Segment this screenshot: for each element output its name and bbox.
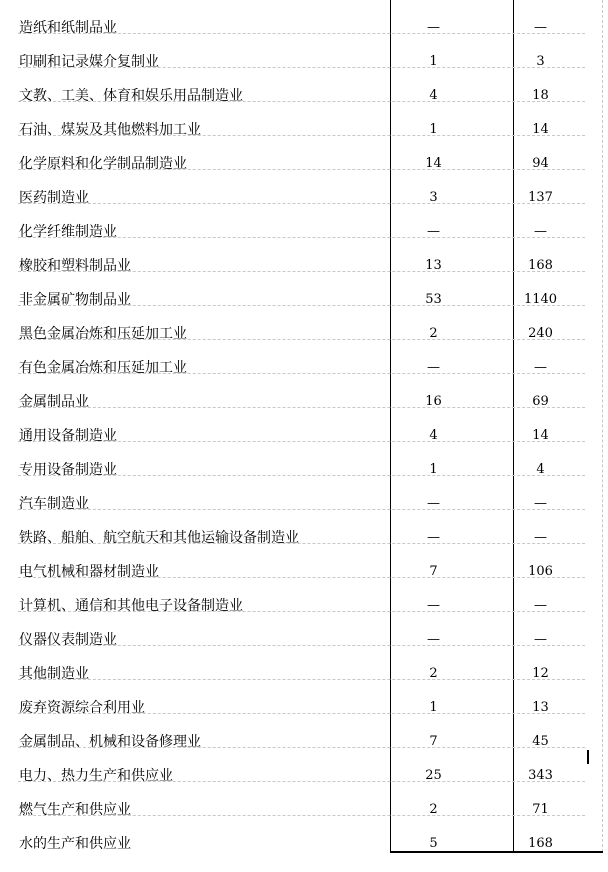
industry-name: 造纸和纸制品业 [19,20,117,36]
table-row [18,510,585,544]
table-row [18,136,585,170]
value-column-2: 343 [528,768,553,783]
value-column-2: 12 [532,666,549,681]
value-column-2: 3 [536,54,545,69]
industry-name: 仪器仪表制造业 [19,632,117,648]
industry-name: 计算机、通信和其他电子设备制造业 [19,598,243,614]
value-column-2: 94 [532,156,549,171]
industry-name: 电气机械和器材制造业 [19,564,159,580]
value-column-1: — [427,598,440,613]
value-column-1: 2 [429,326,438,341]
table-row [18,102,585,136]
industry-name: 印刷和记录媒介复制业 [19,54,159,70]
value-column-1: 1 [429,462,438,477]
value-column-1: — [427,20,440,35]
table-row [18,238,585,272]
industry-name: 其他制造业 [19,666,89,682]
table-row [18,578,585,612]
industry-name: 黑色金属冶炼和压延加工业 [19,326,187,342]
value-column-1: 1 [429,700,438,715]
industry-name: 化学原料和化学制品制造业 [19,156,187,172]
table-row [18,374,585,408]
industry-name: 铁路、船舶、航空航天和其他运输设备制造业 [19,530,299,546]
table-row [18,782,585,816]
value-column-1: 53 [425,292,442,307]
table-row [18,272,585,306]
value-column-2: — [534,496,547,511]
value-column-1: — [427,496,440,511]
value-column-2: — [534,598,547,613]
value-column-2: — [534,530,547,545]
value-column-2: 13 [532,700,549,715]
value-column-1: 16 [425,394,442,409]
industry-name: 橡胶和塑料制品业 [19,258,131,274]
industry-name: 电力、热力生产和供应业 [19,768,173,784]
bottom-rule [390,851,603,853]
industry-name: 金属制品业 [19,394,89,410]
value-column-2: 14 [532,428,549,443]
industry-name: 有色金属冶炼和压延加工业 [19,360,187,376]
table-body [18,0,585,850]
industry-name: 通用设备制造业 [19,428,117,444]
industry-name: 废弃资源综合利用业 [19,700,145,716]
value-column-2: 14 [532,122,549,137]
table-row [18,170,585,204]
value-column-1: 1 [429,122,438,137]
industry-name: 水的生产和供应业 [19,836,131,852]
value-column-2: 18 [532,88,549,103]
table-row [18,442,585,476]
table-row [18,544,585,578]
value-column-1: — [427,632,440,647]
value-column-2: — [534,632,547,647]
table-row [18,714,585,748]
industry-table [18,0,585,850]
value-column-2: 106 [528,564,553,579]
value-column-2: 240 [528,326,553,341]
value-column-2: 69 [532,394,549,409]
value-column-2: 45 [532,734,549,749]
industry-name: 非金属矿物制品业 [19,292,131,308]
value-column-1: 7 [429,734,438,749]
value-column-1: 1 [429,54,438,69]
value-column-2: 1140 [523,292,558,307]
table-row [18,340,585,374]
value-column-1: 3 [429,190,438,205]
industry-name: 化学纤维制造业 [19,224,117,240]
table-row [18,68,585,102]
value-column-1: — [427,224,440,239]
table-row [18,476,585,510]
value-column-2: 168 [528,258,553,273]
industry-name: 石油、煤炭及其他燃料加工业 [19,122,201,138]
value-column-1: 14 [425,156,442,171]
value-column-2: — [534,20,547,35]
value-column-1: — [427,360,440,375]
industry-name: 专用设备制造业 [19,462,117,478]
table-row [18,34,585,68]
table-row [18,408,585,442]
industry-name: 金属制品、机械和设备修理业 [19,734,201,750]
value-column-1: 13 [425,258,442,273]
value-column-2: 137 [528,190,553,205]
industry-name: 医药制造业 [19,190,89,206]
table-row [18,748,585,782]
value-column-1: — [427,530,440,545]
industry-name: 文教、工美、体育和娱乐用品制造业 [19,88,243,104]
table-row [18,680,585,714]
table-row [18,306,585,340]
table-row [18,0,585,34]
industry-name: 燃气生产和供应业 [19,802,131,818]
value-column-1: 4 [429,428,438,443]
text-cursor [587,750,589,764]
value-column-1: 2 [429,802,438,817]
value-column-2: 4 [536,462,545,477]
table-row [18,204,585,238]
value-column-2: 168 [528,836,553,851]
value-column-2: 71 [532,802,549,817]
industry-name: 汽车制造业 [19,496,89,512]
value-column-2: — [534,360,547,375]
value-column-1: 2 [429,666,438,681]
value-column-2: — [534,224,547,239]
value-column-1: 25 [425,768,442,783]
table-row [18,646,585,680]
table-row [18,612,585,646]
right-border-dashed [602,0,603,852]
table-row [18,816,585,850]
value-column-1: 4 [429,88,438,103]
value-column-1: 7 [429,564,438,579]
value-column-1: 5 [429,836,438,851]
